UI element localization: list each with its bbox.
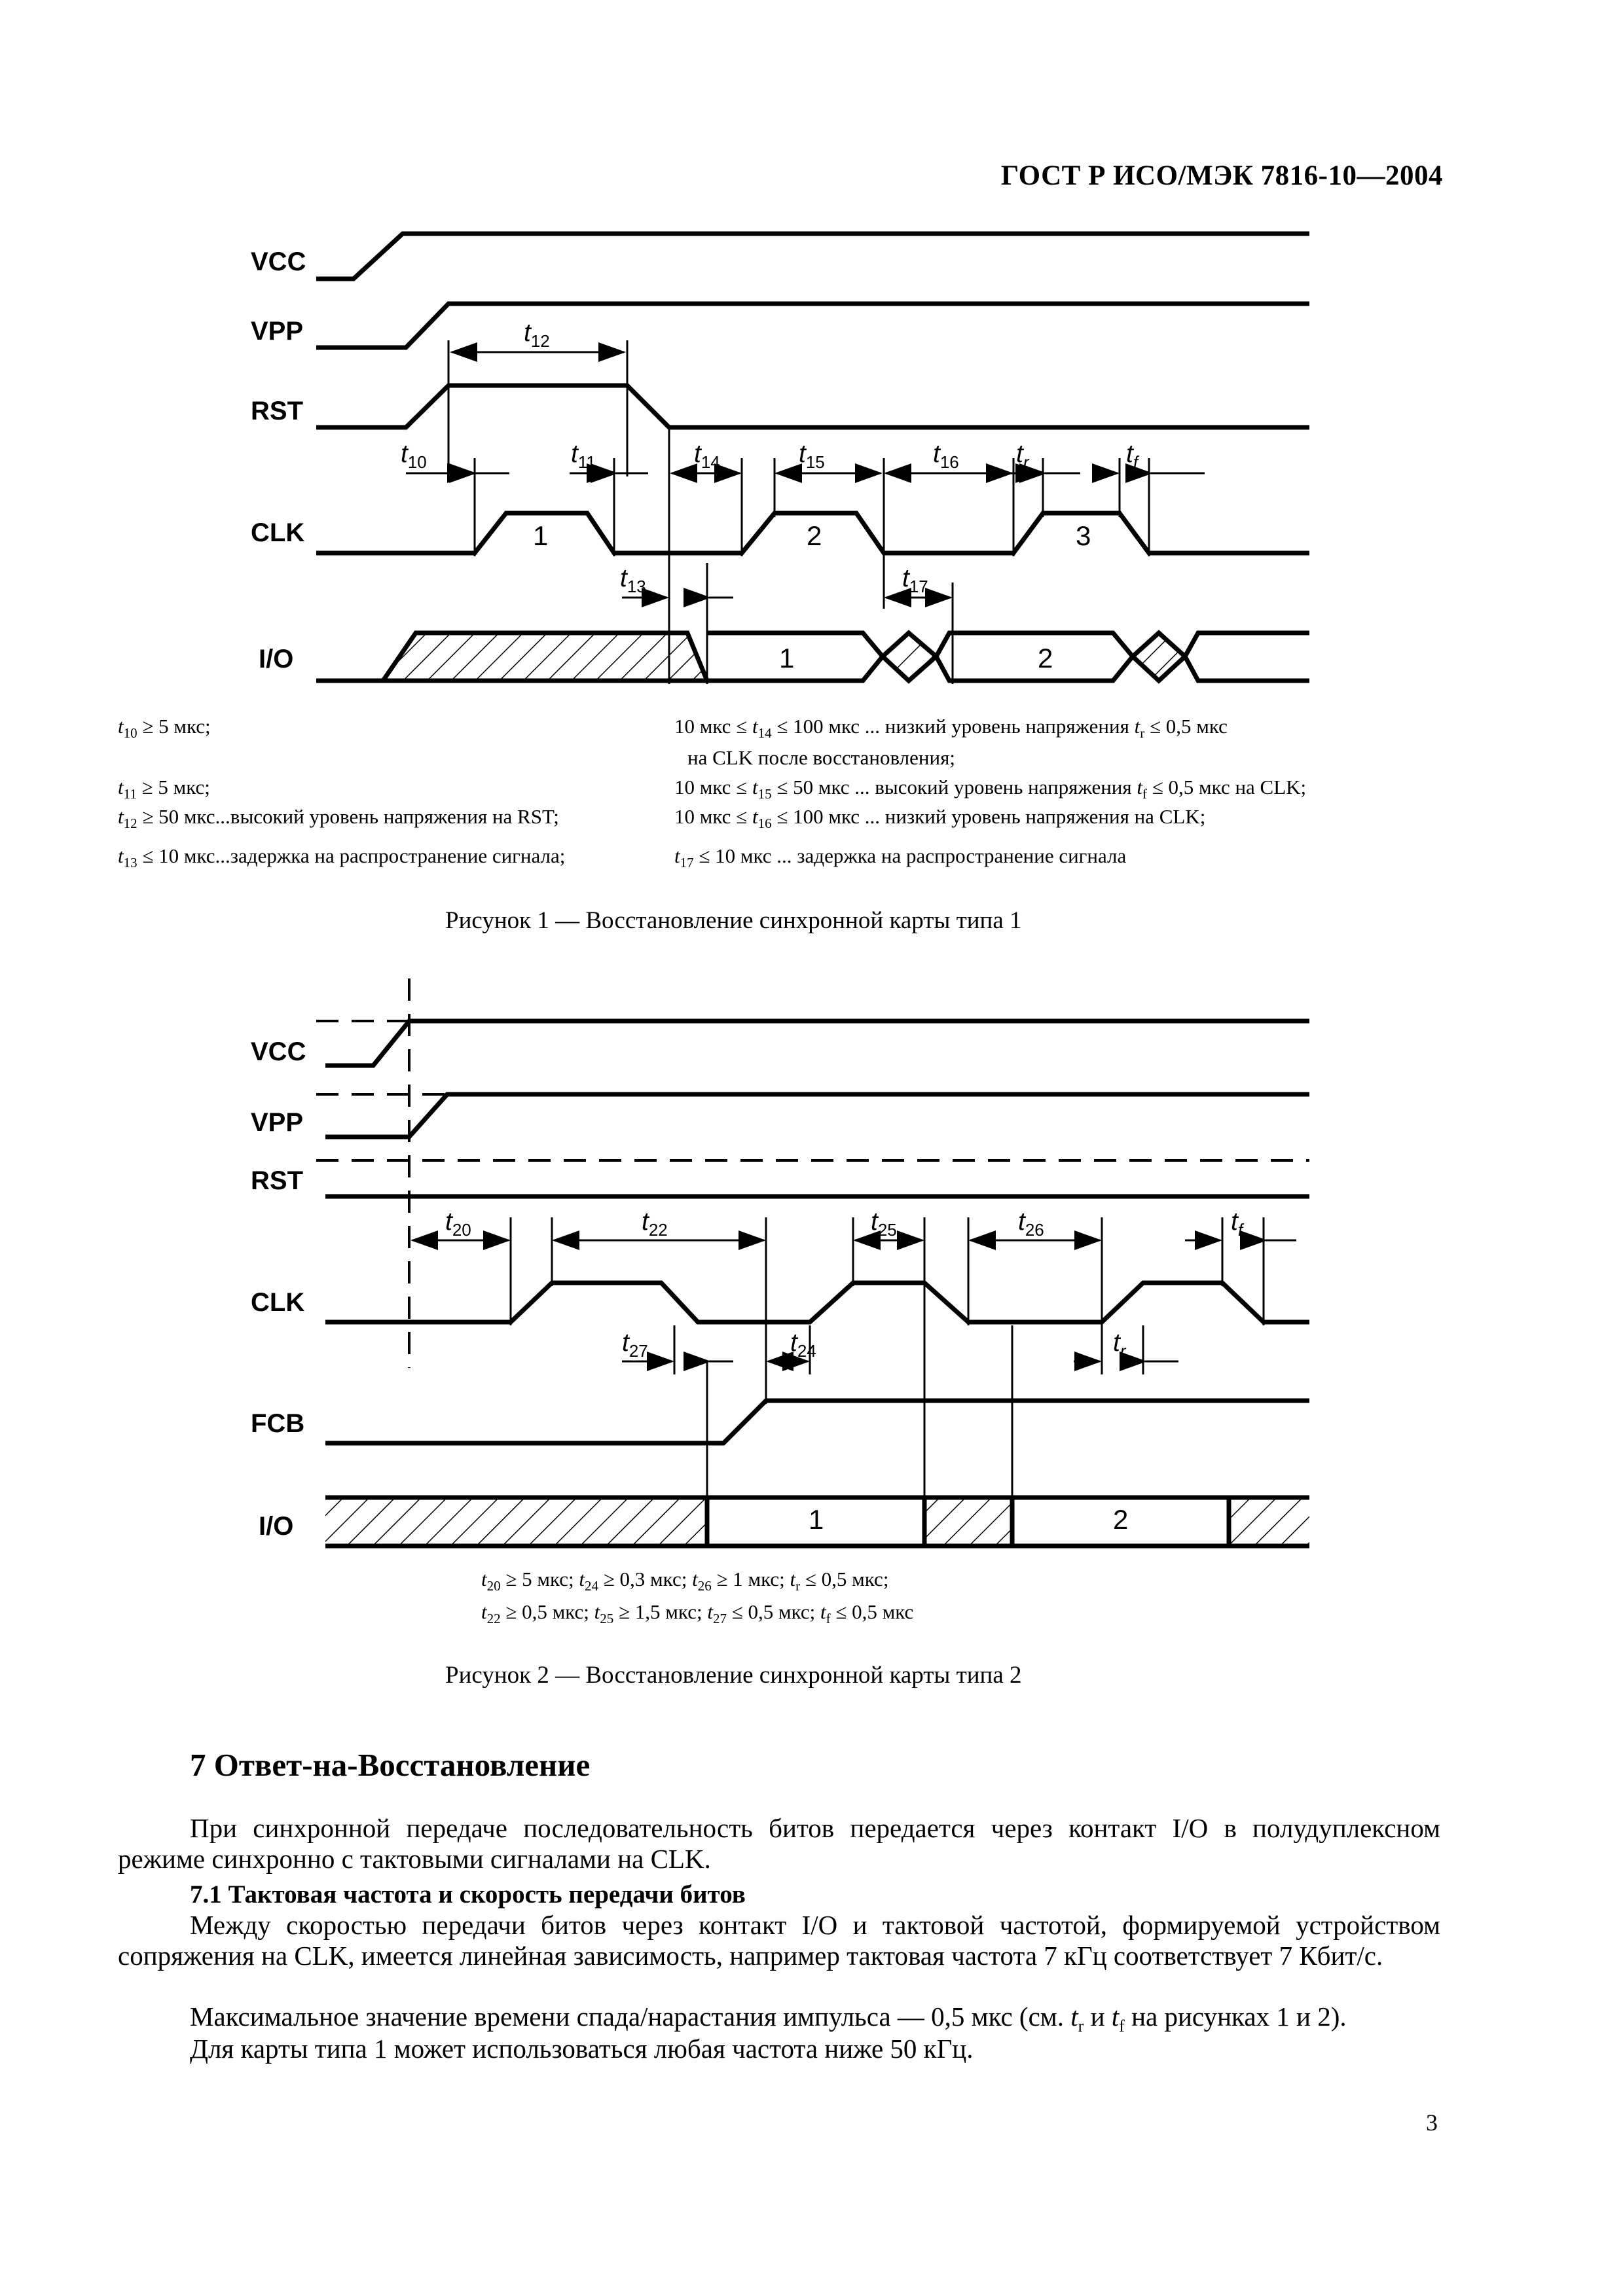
note-t12: $t_{12} \ge 50$ мкс...высокий уровень напряжения на RST; [118,805,559,832]
clk2-waveform [325,1283,1309,1322]
section-7-1-paragraph-1: Между скоростью передачи битов через контакт I/O и тактовой частотой, формируемой устройством сопряжения на CLK, имеется линейная зависимость, например тактовая частота 7 кГц соответствует 7 Кбит/с. [118,1910,1440,1971]
io-bit-1: 1 [779,643,795,673]
clk-pulse-2: 2 [807,520,822,551]
timing-label-t14: $t_{14}$ [694,440,720,472]
section-7-1-paragraph-3: Для карты типа 1 может использоваться любая частота ниже 50 кГц. [190,2034,974,2064]
section-7-title: 7 Ответ-на-Восстановление [190,1747,591,1783]
signal2-label-vcc: VCC [251,1037,306,1066]
page-number: 3 [1426,2109,1438,2136]
section-7-paragraph-1: При синхронной передаче последовательность битов передается через контакт I/O в полудуплексном режиме синхронно с тактовыми сигналами на CLK. [118,1813,1440,1874]
note-t10: $t_{10} \ge 5$ мкс; [118,715,211,742]
signal2-label-vpp: VPP [251,1108,304,1137]
clk-pulse-3: 3 [1076,520,1091,551]
timing-label-tr: $t_r$ [1016,440,1029,472]
timing2-label-tr: $t_r$ [1113,1329,1126,1361]
signal-label-vcc: VCC [251,247,306,276]
timing-label-tf: $t_f$ [1126,440,1139,472]
note-t11: $t_{11} \ge 5$ мкс; [118,776,210,802]
timing2-label-t24: $t_{24}$ [790,1329,816,1361]
fcb2-waveform [325,1401,1309,1443]
timing-label-t13: $t_{13}$ [620,564,646,596]
timing-label-t12: $t_{12}$ [524,319,550,351]
signal2-label-fcb: FCB [251,1409,305,1438]
io2-hatch-mid [926,1499,1010,1544]
signal2-label-clk: CLK [251,1288,305,1317]
signal-label-clk: CLK [251,518,305,547]
document-header: ГОСТ Р ИСО/МЭК 7816-10—2004 [1000,160,1443,191]
timing2-label-tf: $t_f$ [1231,1208,1243,1240]
clk-pulse-1: 1 [533,520,549,551]
io2-hatch-post [1231,1499,1309,1544]
io-bit-2: 2 [1038,643,1053,673]
timing-label-t16: $t_{16}$ [933,440,959,472]
note-t14-line2: на CLK после восстановления; [687,746,955,769]
io2-bit-2: 2 [1113,1504,1129,1535]
vcc2-waveform [325,1021,1309,1066]
figure-2-notes-line-2: $t_{22} \ge 0,5$ мкс; $t_{25} \ge 1,5$ мкс; $t_{27} \le 0,5$ мкс; $t_f \le 0,5$ мкс [481,1600,914,1627]
figure-2-caption: Рисунок 2 — Восстановление синхронной карты типа 2 [445,1662,1022,1689]
figure-2-notes-line-1: $t_{20} \ge 5$ мкс; $t_{24} \ge 0,3$ мкс; $t_{26} \ge 1$ мкс; $t_r \le 0,5$ мкс; [481,1568,889,1594]
note-t13: $t_{13} \le 10$ мкс...задержка на распространение сигнала; [118,844,566,871]
signal2-label-rst: RST [251,1166,303,1195]
section-7-1-paragraph-2: Максимальное значение времени спада/нарастания импульса — 0,5 мкс (см. $t_r$ и $t_f$ на рисунках 1 и 2). [190,2001,1347,2036]
note-t17: $t_{17} \le 10$ мкс ... задержка на распространение сигнала [674,844,1127,871]
timing-label-t15: $t_{15}$ [799,440,825,472]
timing2-label-t26: $t_{26}$ [1018,1208,1044,1240]
note-t16: 10 мкс ≤ $t_{16} \le 100$ мкс ... низкий уровень напряжения на CLK; [674,805,1206,832]
timing2-label-t20: $t_{20}$ [445,1208,471,1240]
note-t14: 10 мкс ≤ $t_{14} \le 100$ мкс ... низкий уровень напряжения $t_r \le 0,5$ мкс [674,715,1228,742]
section-7-1-title: 7.1 Тактовая частота и скорость передачи битов [190,1880,746,1909]
vpp2-waveform [325,1094,1309,1137]
timing-label-t17: $t_{17}$ [902,564,928,596]
signal-label-vpp: VPP [251,317,304,346]
timing2-label-t25: $t_{25}$ [871,1208,897,1240]
io2-hatch-pre [325,1499,705,1544]
signal-label-io: I/O [259,645,294,673]
timing-label-t10: $t_{10}$ [401,440,427,472]
signal2-label-io: I/O [259,1512,294,1541]
timing-label-t11: $t_{11}$ [571,440,596,472]
timing2-label-t22: $t_{22}$ [642,1208,668,1240]
signal-label-rst: RST [251,397,303,425]
note-t15: 10 мкс ≤ $t_{15} \le 50$ мкс ... высокий уровень напряжения $t_f \le 0,5$ мкс на CLK; [674,776,1307,802]
figure-1-caption: Рисунок 1 — Восстановление синхронной карты типа 1 [445,907,1022,934]
timing2-label-t27: $t_{27}$ [622,1329,648,1361]
io2-bit-1: 1 [809,1504,824,1535]
